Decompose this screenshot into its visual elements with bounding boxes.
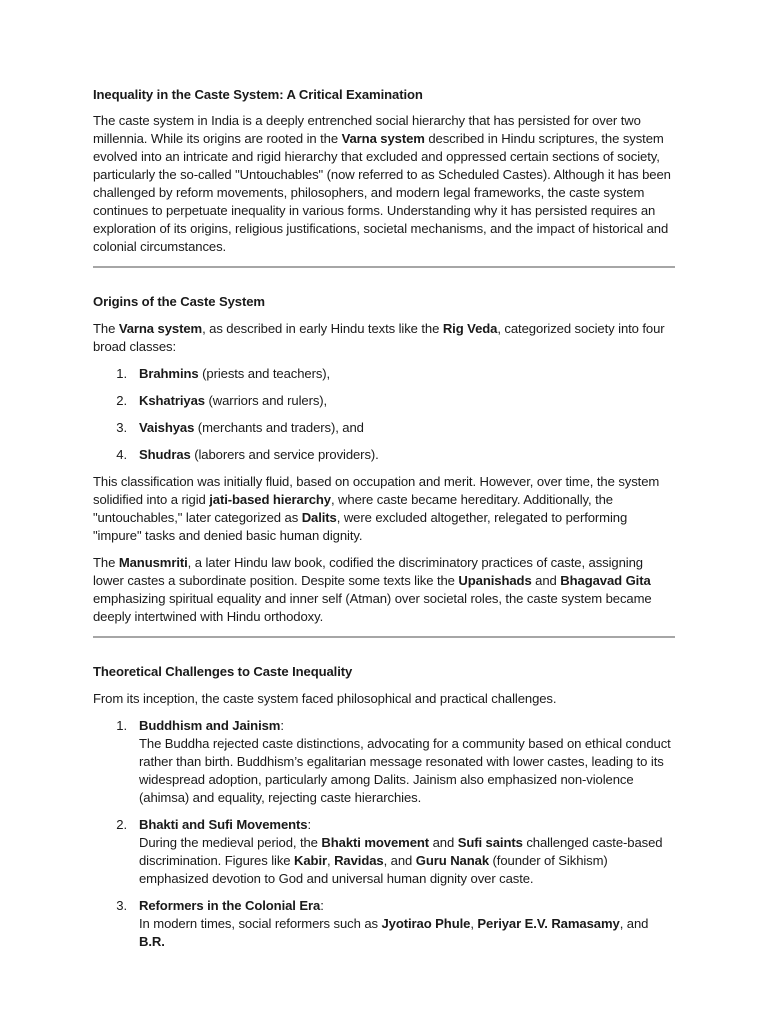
list-item [93,816,675,888]
list-item-body [139,915,675,951]
text-span: During the medieval period, the [139,835,322,850]
bold-term: Bhagavad Gita [560,573,651,588]
bold-term: Jyotirao Phule [381,916,471,931]
bold-term: Brahmins [139,366,199,381]
text-span: The caste system in India is a deeply entrenched social hierarchy that has persisted for over two millennia. While its origins are rooted in the [93,113,641,146]
text-span: (merchants and traders), and [194,420,364,435]
bold-term: Buddhism and Jainism [139,718,281,733]
text-span: emphasizing spiritual equality and inner self (Atman) over societal roles, the caste system became deeply intertwined with Hindu orthodoxy. [93,591,652,624]
list-item [93,365,675,383]
varna-class-list [93,365,675,464]
text-span: The [93,555,119,570]
list-number: 2. [116,817,127,832]
text-span: The [93,321,119,336]
text-span: , [327,853,335,868]
text-span: and [531,573,561,588]
list-number: 3. [116,420,127,435]
bold-term: Manusmriti [118,555,188,570]
intro-paragraph [93,112,675,256]
bold-term: Kabir [294,853,327,868]
text-span: , and [383,853,416,868]
text-span: , as described in early Hindu texts like the [202,321,443,336]
list-item [93,446,675,464]
list-number: 2. [116,393,127,408]
bold-term: Reformers in the Colonial Era [139,898,321,913]
text-span: , categorized society into four broad classes: [93,321,665,354]
challenges-list [93,717,675,951]
bold-term: Vaishyas [139,420,195,435]
bold-term: Shudras [139,447,191,462]
bold-term: Dalits [301,510,337,525]
list-number: 4. [116,447,127,462]
text-span: : [307,817,312,832]
bold-term: Upanishads [458,573,532,588]
list-number: 1. [116,718,127,733]
text-span: and [429,835,458,850]
section-heading-challenges: Theoretical Challenges to Caste Inequality [93,664,353,679]
text-span: described in Hindu scriptures, the system evolved into an intricate and rigid hierarchy that excluded and oppressed certain sections of society, particularly the so-called "Untouchables" (now referred to as Scheduled Castes). Although it has been challenged by reform movements, philosophers, and modern legal frameworks, the caste system continues to perpetuate inequality in various forms. Understanding why it has persisted requires an exploration of its origins, religious justifications, societal mechanisms, and the impact of historical and colonial circumstances. [93,131,671,254]
section-divider [93,636,675,638]
text-span: (priests and teachers), [198,366,331,381]
text-span: , where caste became hereditary. Additionally, the "untouchables," later categorized as [93,492,613,525]
list-item-body: The Buddha rejected caste distinctions, advocating for a community based on ethical conduct rather than birth. Buddhism’s egalitarian message resonated with lower castes, leading to its widespread adoption, particularly among Dalits. Jainism also emphasized non-violence (ahimsa) and equality, rejecting caste hierarchies. [139,736,671,805]
list-number: 1. [116,366,127,381]
origins-paragraph-2 [93,473,675,545]
bold-term: Varna system [341,131,425,146]
text-span: This classification was initially fluid, based on occupation and merit. However, over time, the system solidified into a rigid [93,474,660,507]
section-divider [93,266,675,268]
bold-term: jati-based hierarchy [209,492,331,507]
text-span: : [320,898,324,913]
text-span: : [280,718,284,733]
bold-term: Rig Veda [442,321,498,336]
list-item-body [139,834,675,888]
bold-term: Ravidas [334,853,384,868]
text-span: (warriors and rulers), [204,393,328,408]
section-heading-origins: Origins of the Caste System [93,294,265,309]
text-span: challenged caste-based discrimination. Figures like [139,835,663,868]
challenges-intro: From its inception, the caste system faced philosophical and practical challenges. [93,691,557,706]
bold-term: Bhakti and Sufi Movements [139,817,308,832]
list-item [93,392,675,410]
list-item [93,717,675,807]
document-title: Inequality in the Caste System: A Critical Examination [93,87,423,102]
origins-paragraph-1 [93,320,675,356]
bold-term: Varna system [118,321,203,336]
list-item [93,897,675,951]
text-span: In modern times, social reformers such as [139,916,382,931]
bold-term: Kshatriyas [139,393,205,408]
bold-term: Guru Nanak [415,853,489,868]
document-body [93,86,675,951]
bold-term: Bhakti movement [321,835,430,850]
text-span: , and [619,916,649,931]
origins-paragraph-3 [93,554,675,626]
text-span: (laborers and service providers). [190,447,379,462]
bold-term: Periyar E.V. Ramasamy [477,916,620,931]
text-span: , a later Hindu law book, codified the discriminatory practices of caste, assigning lower castes a subordinate position. Despite some texts like the [93,555,643,588]
text-span: , were excluded altogether, relegated to performing "impure" tasks and denied basic human dignity. [93,510,628,543]
bold-term: Sufi saints [457,835,523,850]
text-span: (founder of Sikhism) emphasized devotion to God and universal human dignity over caste. [139,853,608,886]
bold-term: B.R. [139,934,165,949]
list-number: 3. [116,898,127,913]
list-item [93,419,675,437]
text-span: , [470,916,478,931]
